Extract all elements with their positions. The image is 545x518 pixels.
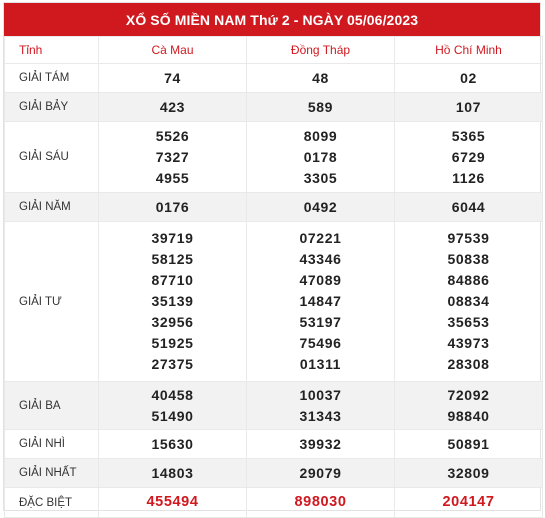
prize-number: 0176 bbox=[155, 198, 190, 215]
prize-cell bbox=[247, 382, 395, 430]
prize-cell bbox=[395, 459, 543, 488]
prize-cell bbox=[247, 222, 395, 382]
province-dong-thap[interactable]: Đồng Tháp bbox=[247, 37, 395, 64]
prize-cell bbox=[99, 193, 247, 222]
prize-number: 32956 bbox=[151, 314, 194, 330]
prize-row bbox=[5, 193, 543, 222]
prize-cell bbox=[395, 64, 543, 93]
prize-number: 14847 bbox=[299, 293, 342, 309]
prize-number: 29079 bbox=[299, 464, 342, 481]
prize-number: 74 bbox=[164, 69, 181, 86]
prize-cell bbox=[99, 64, 247, 93]
prize-number: 423 bbox=[159, 98, 186, 115]
prize-number: 51925 bbox=[151, 335, 194, 351]
prize-number: 455494 bbox=[146, 494, 199, 510]
prize-number: 898030 bbox=[294, 494, 347, 510]
prize-row bbox=[5, 430, 543, 459]
prize-row bbox=[5, 488, 543, 518]
prize-number: 39932 bbox=[299, 435, 342, 452]
prize-label: ĐẶC BIỆT bbox=[5, 488, 99, 518]
prize-cell bbox=[395, 430, 543, 459]
prize-label: GIẢI TÁM bbox=[5, 64, 99, 93]
prize-cell bbox=[395, 382, 543, 430]
prize-number: 43973 bbox=[447, 335, 490, 351]
prize-number: 72092 bbox=[447, 386, 490, 403]
prize-number: 75496 bbox=[299, 335, 342, 351]
prize-number: 50891 bbox=[447, 435, 490, 452]
prize-number: 53197 bbox=[299, 314, 342, 330]
prize-label: GIẢI BA bbox=[5, 382, 99, 430]
prize-cell bbox=[247, 488, 395, 518]
prize-number: 39719 bbox=[151, 230, 194, 246]
prize-number: 50838 bbox=[447, 251, 490, 267]
prize-row bbox=[5, 64, 543, 93]
province-column-label: Tỉnh bbox=[5, 37, 99, 64]
prize-number: 15630 bbox=[151, 435, 194, 452]
prize-cell bbox=[247, 93, 395, 122]
prize-cell bbox=[395, 488, 543, 518]
prize-cell bbox=[99, 93, 247, 122]
prize-number: 01311 bbox=[299, 356, 342, 372]
prize-number: 204147 bbox=[442, 494, 495, 510]
prize-cell bbox=[395, 193, 543, 222]
prize-cell bbox=[395, 93, 543, 122]
prize-number: 7327 bbox=[155, 148, 190, 165]
prize-number: 48 bbox=[312, 69, 329, 86]
prize-number: 07221 bbox=[299, 230, 342, 246]
prize-number: 27375 bbox=[151, 356, 194, 372]
prize-number: 02 bbox=[460, 69, 477, 86]
prize-cell bbox=[99, 122, 247, 193]
prize-number: 35653 bbox=[447, 314, 490, 330]
prize-row bbox=[5, 382, 543, 430]
prize-label: GIẢI NHÌ bbox=[5, 430, 99, 459]
prize-number: 87710 bbox=[151, 272, 194, 288]
prize-number: 4955 bbox=[155, 169, 190, 186]
prize-number: 28308 bbox=[447, 356, 490, 372]
prize-row bbox=[5, 93, 543, 122]
prize-number: 40458 bbox=[151, 386, 194, 403]
prize-number: 6044 bbox=[451, 198, 486, 215]
prize-label: GIẢI NHẤT bbox=[5, 459, 99, 488]
prize-number: 35139 bbox=[151, 293, 194, 309]
prize-number: 0178 bbox=[303, 148, 338, 165]
prize-cell bbox=[99, 222, 247, 382]
prize-cell bbox=[99, 430, 247, 459]
prize-number: 51490 bbox=[151, 407, 194, 424]
results-panel bbox=[3, 2, 541, 511]
prize-label: GIẢI TƯ bbox=[5, 222, 99, 382]
prize-number: 1126 bbox=[452, 169, 485, 186]
prize-label: GIẢI BẢY bbox=[5, 93, 99, 122]
prize-number: 3305 bbox=[303, 169, 338, 186]
prize-row bbox=[5, 459, 543, 488]
prize-cell bbox=[395, 122, 543, 193]
province-ca-mau[interactable]: Cà Mau bbox=[99, 37, 247, 64]
prize-number: 84886 bbox=[447, 272, 490, 288]
prize-number: 10037 bbox=[299, 386, 342, 403]
prize-number: 08834 bbox=[447, 293, 490, 309]
prize-number: 47089 bbox=[299, 272, 342, 288]
province-ho-chi-minh[interactable]: Hồ Chí Minh bbox=[395, 37, 543, 64]
prize-cell bbox=[99, 459, 247, 488]
prize-cell bbox=[395, 222, 543, 382]
prize-cell bbox=[247, 64, 395, 93]
prize-number: 14803 bbox=[151, 464, 194, 481]
prize-number: 8099 bbox=[303, 127, 338, 144]
prize-number: 98840 bbox=[447, 407, 490, 424]
prize-label: GIẢI NĂM bbox=[5, 193, 99, 222]
prize-number: 32809 bbox=[447, 464, 490, 481]
prize-number: 58125 bbox=[151, 251, 194, 267]
results-title: XỔ SỐ MIỀN NAM Thứ 2 - NGÀY 05/06/2023 bbox=[4, 3, 540, 36]
prize-cell bbox=[247, 459, 395, 488]
prize-number: 43346 bbox=[299, 251, 342, 267]
results-table bbox=[4, 36, 543, 518]
prize-number: 5365 bbox=[451, 127, 486, 144]
prize-number: 0492 bbox=[303, 198, 338, 215]
prize-row bbox=[5, 122, 543, 193]
prize-number: 589 bbox=[307, 98, 334, 115]
prize-number: 31343 bbox=[299, 407, 342, 424]
prize-cell bbox=[247, 193, 395, 222]
prize-number: 97539 bbox=[447, 230, 490, 246]
prize-number: 107 bbox=[455, 98, 482, 115]
table-header-row bbox=[5, 37, 543, 64]
prize-cell bbox=[99, 382, 247, 430]
prize-cell bbox=[247, 430, 395, 459]
prize-number: 5526 bbox=[155, 127, 190, 144]
prize-number: 6729 bbox=[451, 148, 486, 165]
prize-cell bbox=[99, 488, 247, 518]
prize-row bbox=[5, 222, 543, 382]
prize-cell bbox=[247, 122, 395, 193]
prize-label: GIẢI SÁU bbox=[5, 122, 99, 193]
